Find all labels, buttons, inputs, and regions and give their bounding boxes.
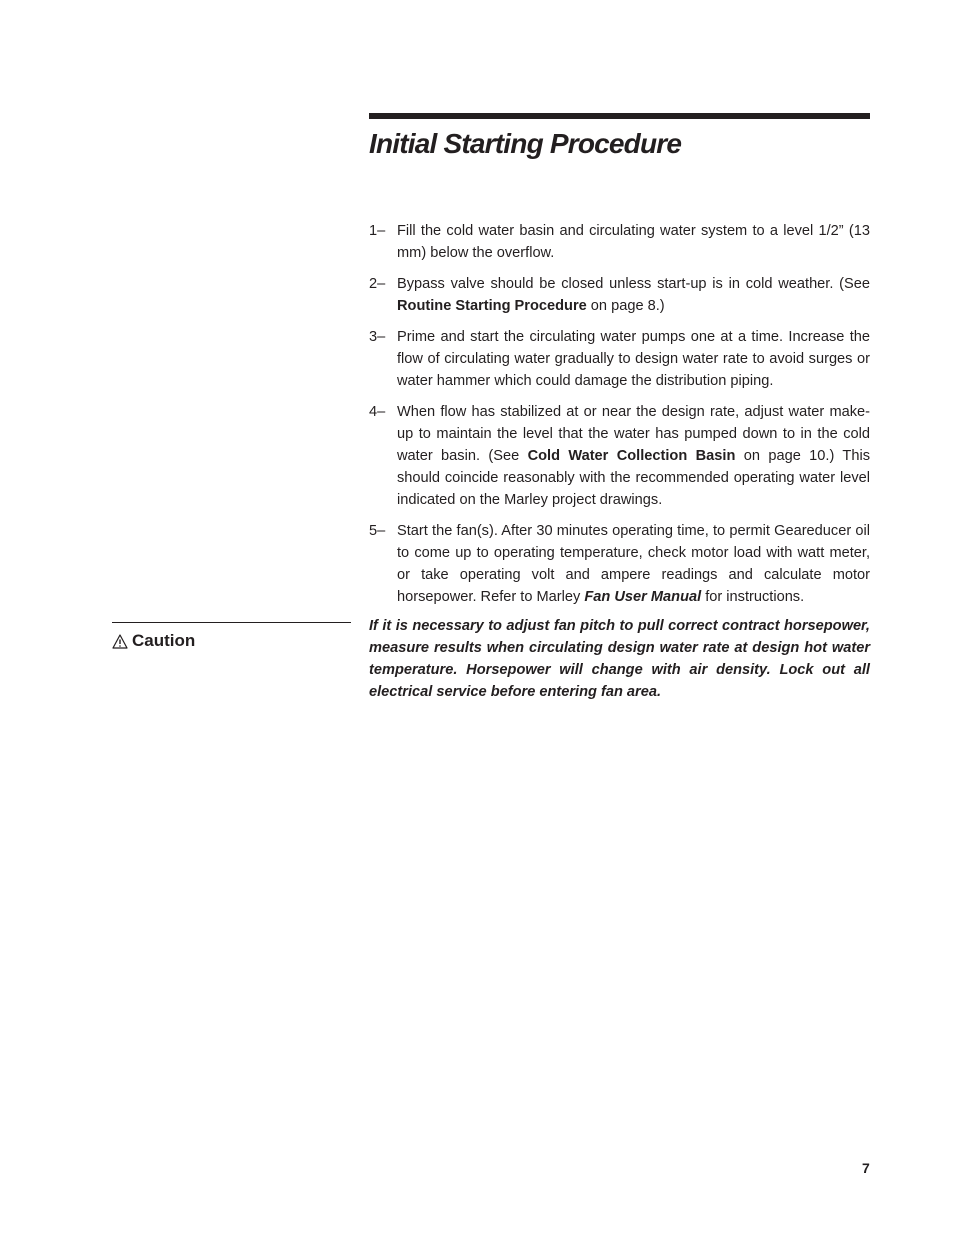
procedure-list bbox=[369, 220, 870, 617]
step-number: 1– bbox=[369, 223, 386, 239]
list-item bbox=[369, 520, 870, 608]
warning-triangle-icon bbox=[112, 634, 128, 649]
list-item bbox=[369, 273, 870, 317]
caution-text: If it is necessary to adjust fan pitch to pull correct contract horsepower, measure results when circulating design water rate at design hot water temperature. Horsepower will change with air density. Lock out all electrical service before entering fan area. bbox=[369, 618, 870, 700]
step-number: 5– bbox=[369, 523, 386, 539]
list-item bbox=[369, 401, 870, 511]
step-text: Start the fan(s). After 30 minutes operating time, to permit Geareducer oil to come up to operating temperature, check motor load with watt meter, or take operating volt and ampere readings and calculate motor horsepower. Refer to Marley Fan User Manual for instructions. bbox=[397, 523, 870, 605]
caution-heading bbox=[112, 631, 195, 651]
step-text: Prime and start the circulating water pumps one at a time. Increase the flow of circulating water gradually to design water rate to avoid surges or water hammer which could damage the distribution piping. bbox=[397, 329, 870, 389]
list-item bbox=[369, 326, 870, 392]
page-title: Initial Starting Procedure bbox=[369, 128, 682, 159]
section-reference: Cold Water Collection Basin bbox=[527, 448, 736, 464]
list-item bbox=[369, 220, 870, 264]
caution-label: Caution bbox=[132, 631, 196, 650]
page-number: 7 bbox=[862, 1160, 870, 1176]
caution-rule bbox=[112, 622, 351, 623]
title-rule bbox=[369, 113, 870, 119]
step-text: Bypass valve should be closed unless start-up is in cold weather. (See Routine Starting Procedure on page 8.) bbox=[397, 276, 870, 314]
step-number: 3– bbox=[369, 329, 386, 345]
step-text: When flow has stabilized at or near the design rate, adjust water make-up to maintain the level that the water has pumped down to in the cold water basin. (See Cold Water Collection Basin on page 10.) This should coincide reasonably with the recommended operating water level indicated on the Marley project drawings. bbox=[397, 404, 870, 508]
step-number: 2– bbox=[369, 276, 386, 292]
manual-reference: Fan User Manual bbox=[584, 589, 702, 605]
step-text: Fill the cold water basin and circulating water system to a level 1/2” (13 mm) below the overflow. bbox=[397, 223, 870, 261]
section-reference: Routine Starting Procedure bbox=[397, 298, 587, 314]
step-number: 4– bbox=[369, 404, 386, 420]
